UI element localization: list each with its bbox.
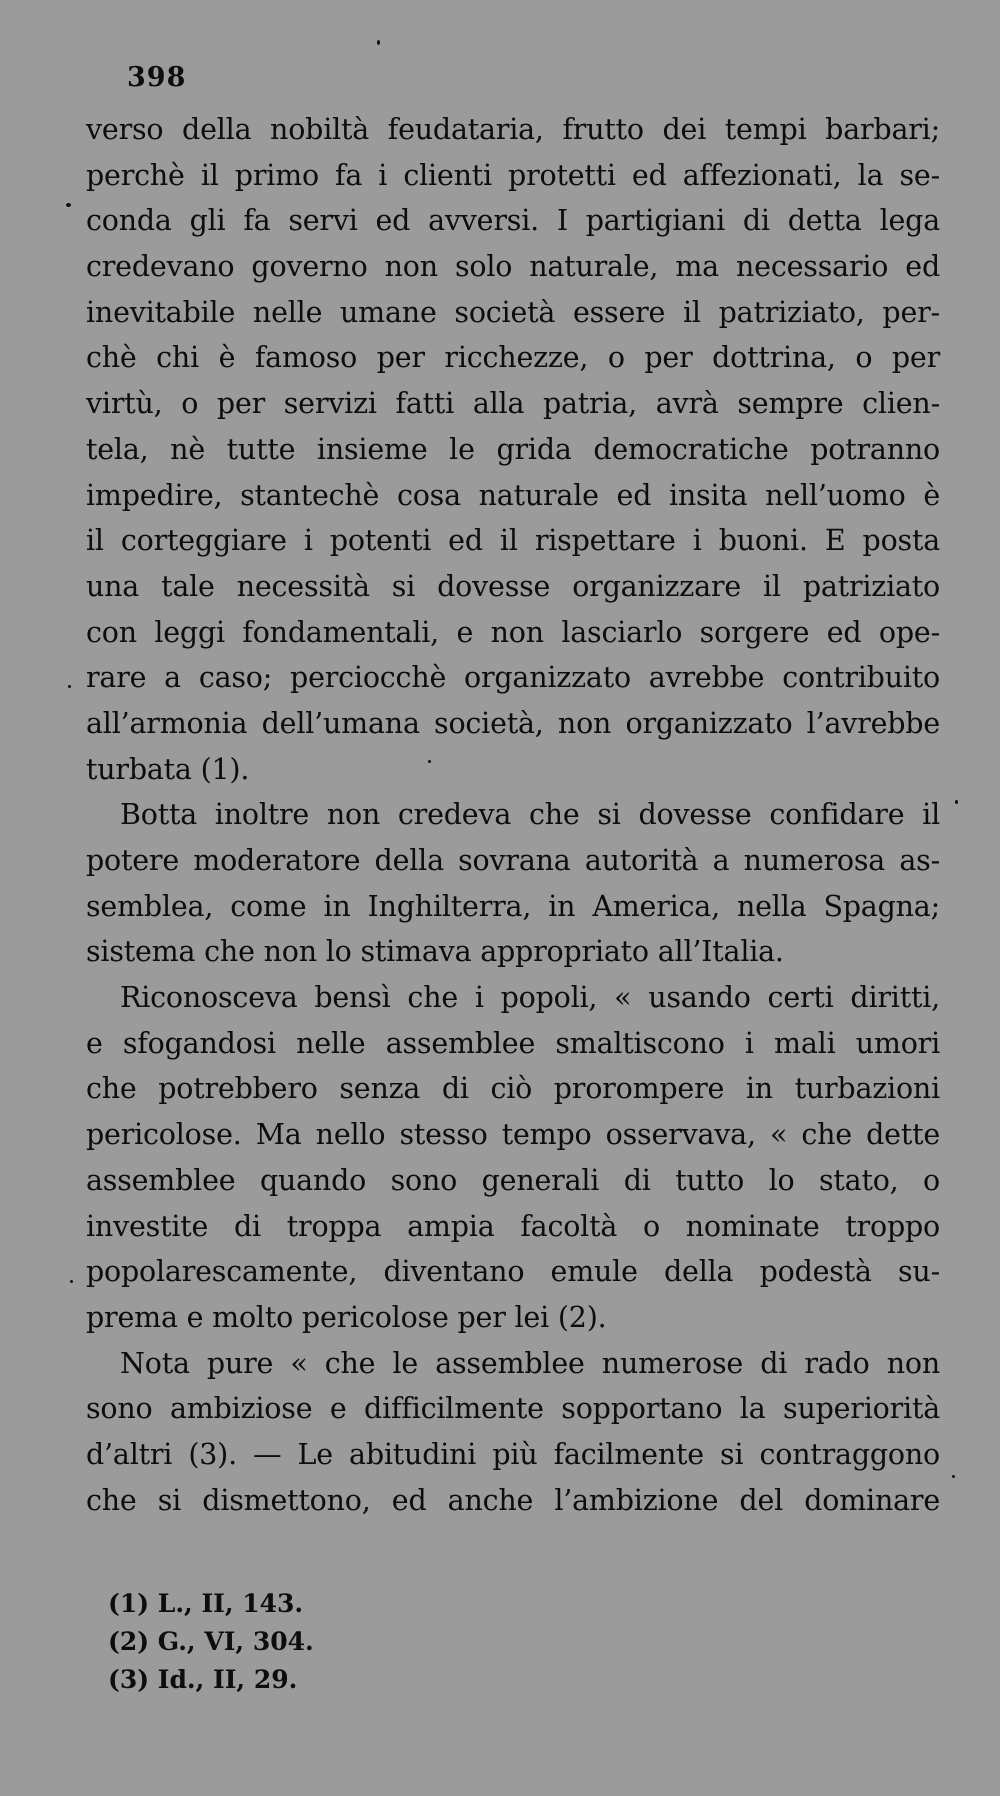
text-line: d’altri (3). — Le abitudini più facilmente si contraggono <box>86 1437 940 1471</box>
text-line: una tale necessità si dovesse organizzare il patriziato <box>86 569 940 603</box>
footnote: (2) G., VI, 304. <box>108 1627 314 1656</box>
footnotes <box>108 1585 314 1699</box>
scan-speck <box>377 40 380 45</box>
scan-speck <box>66 203 71 207</box>
text-line: popolarescamente, diventano emule della podestà su- <box>86 1255 940 1289</box>
text-line: credevano governo non solo naturale, ma necessario ed <box>86 250 940 284</box>
scan-speck <box>70 1280 73 1283</box>
text-line: con leggi fondamentali, e non lasciarlo sorgere ed ope- <box>86 615 940 649</box>
text-line: rare a caso; perciocchè organizzato avrebbe contribuito <box>86 661 940 695</box>
text-line: potere moderatore della sovrana autorità a numerosa as- <box>86 844 940 877</box>
scan-speck <box>68 685 71 688</box>
text-line: verso della nobiltà feudataria, frutto dei tempi barbari; <box>86 113 940 146</box>
text-line: pericolose. Ma nello stesso tempo osservava, « che dette <box>86 1118 940 1152</box>
paragraph-start-line: Botta inoltre non credeva che si dovesse confidare il <box>120 798 940 832</box>
text-line: sono ambiziose e difficilmente sopportano la superiorità <box>86 1392 940 1426</box>
paragraph-start-line: Nota pure « che le assemblee numerose di rado non <box>120 1346 940 1380</box>
text-line: all’armonia dell’umana società, non organizzato l’avrebbe <box>86 706 940 740</box>
body-text <box>86 107 940 1523</box>
text-line: prema e molto pericolose per lei (2). <box>86 1300 607 1334</box>
scan-speck <box>428 760 431 763</box>
text-line: virtù, o per servizi fatti alla patria, avrà sempre clien- <box>86 387 940 421</box>
text-line: che si dismettono, ed anche l’ambizione del dominare <box>86 1483 940 1517</box>
paragraph-start-line: Riconosceva bensì che i popoli, « usando certi diritti, <box>120 981 940 1015</box>
footnote: (1) L., II, 143. <box>108 1589 304 1618</box>
text-line: e sfogandosi nelle assemblee smaltiscono i mali umori <box>86 1026 940 1060</box>
scan-speck <box>952 1475 955 1478</box>
text-line: perchè il primo fa i clienti protetti ed affezionati, la se- <box>86 158 940 192</box>
text-line: chè chi è famoso per ricchezze, o per dottrina, o per <box>86 341 940 375</box>
text-line: inevitabile nelle umane società essere il patriziato, per- <box>86 295 940 329</box>
text-line: tela, nè tutte insieme le grida democratiche potranno <box>86 432 940 466</box>
page-number: 398 <box>127 62 187 93</box>
text-line: assemblee quando sono generali di tutto lo stato, o <box>86 1163 940 1197</box>
text-line: turbata (1). <box>86 752 250 786</box>
text-line: sistema che non lo stimava appropriato all’Italia. <box>86 935 784 969</box>
text-line: investite di troppa ampia facoltà o nominate troppo <box>86 1209 940 1243</box>
text-line: impedire, stantechè cosa naturale ed insita nell’uomo è <box>86 478 940 512</box>
footnote: (3) Id., II, 29. <box>108 1665 298 1694</box>
text-line: semblea, come in Inghilterra, in America, nella Spagna; <box>86 889 940 923</box>
text-line: che potrebbero senza di ciò prorompere in turbazioni <box>86 1072 940 1106</box>
text-line: il corteggiare i potenti ed il rispettare i buoni. E posta <box>86 524 940 558</box>
scan-speck <box>955 800 958 804</box>
text-line: conda gli fa servi ed avversi. I partigiani di detta lega <box>86 204 940 238</box>
